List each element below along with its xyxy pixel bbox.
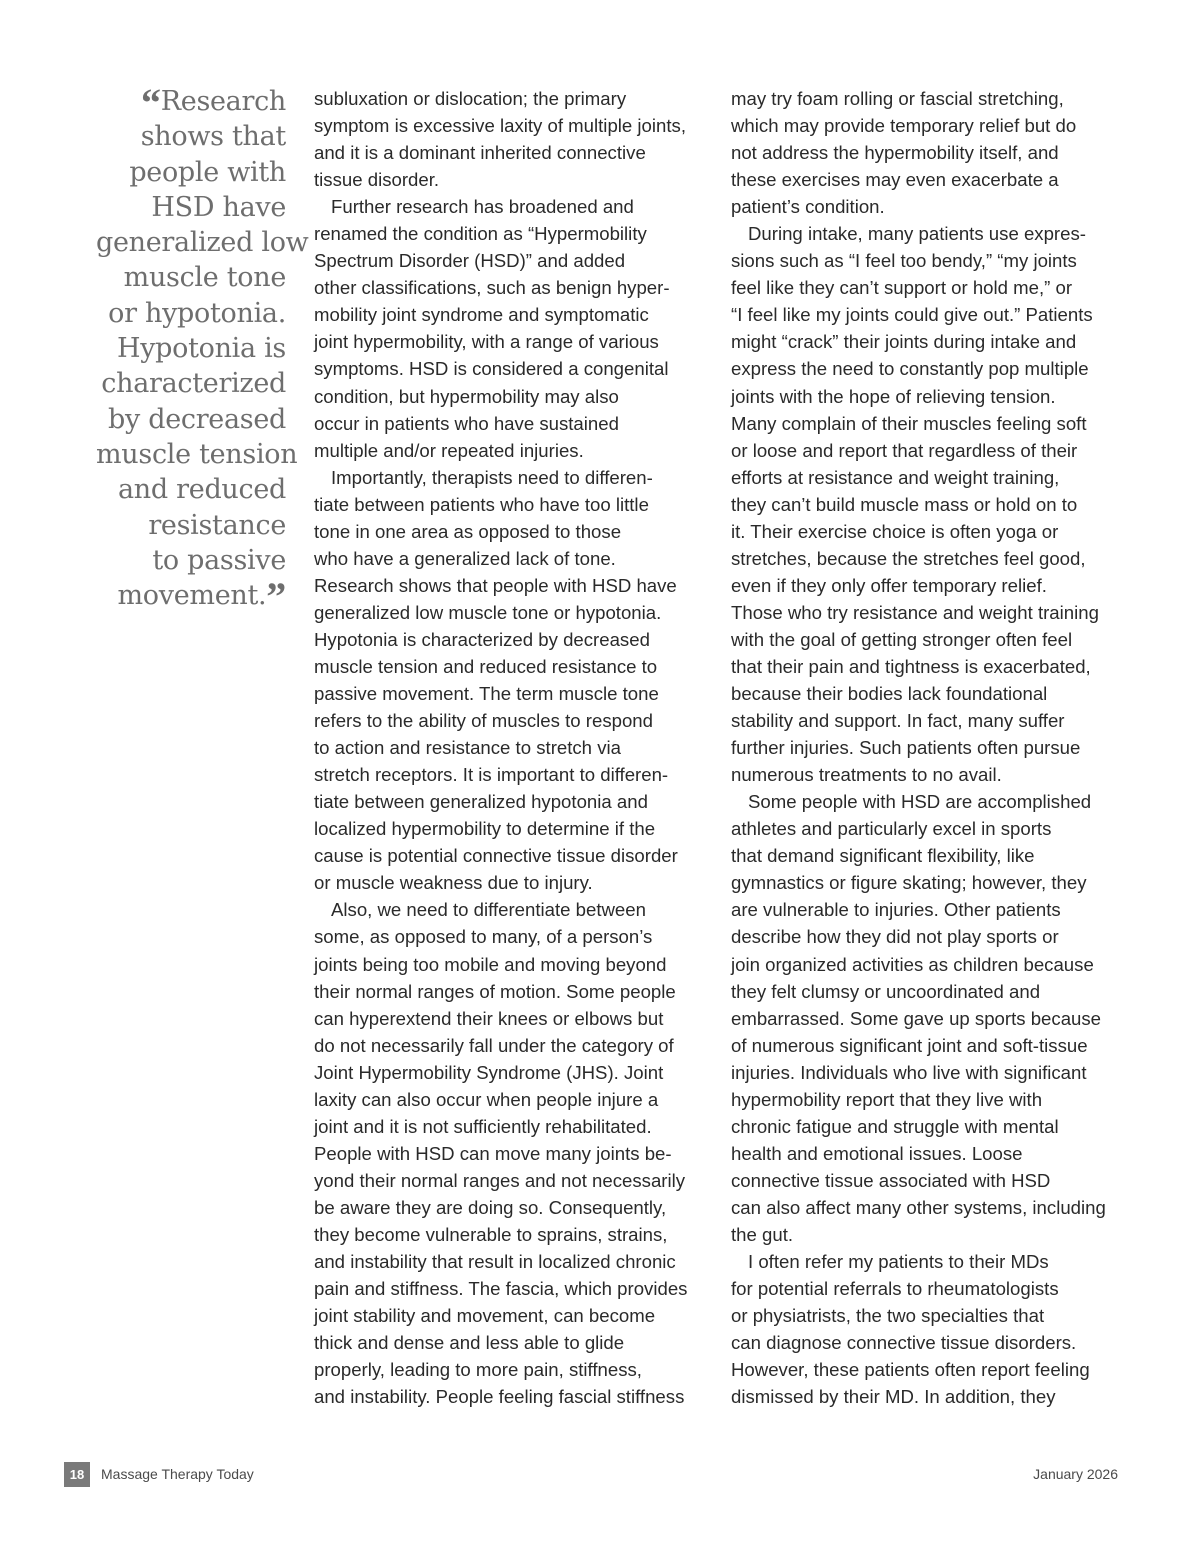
text-line: chronic fatigue and struggle with mental xyxy=(731,1115,1059,1137)
text-line: laxity can also occur when people injure a xyxy=(314,1088,659,1110)
text-line: and instability. People feeling fascial stiffness xyxy=(314,1386,685,1408)
text-line: the gut. xyxy=(731,1223,794,1245)
pull-quote-text: movement. xyxy=(117,580,267,612)
text-line: muscle tension and reduced resistance to xyxy=(314,655,658,677)
text-line: these exercises may even exacerbate a xyxy=(731,169,1059,191)
text-line: can hyperextend their knees or elbows but xyxy=(314,1007,664,1029)
text-line: of numerous significant joint and soft-tissue xyxy=(731,1034,1088,1056)
text-line: Also, we need to differentiate between xyxy=(331,899,646,921)
text-line: subluxation or dislocation; the primary xyxy=(314,88,627,109)
text-line: I often refer my patients to their MDs xyxy=(748,1251,1049,1273)
pull-quote-text: to passive xyxy=(152,544,286,576)
pull-quote-line xyxy=(96,508,286,543)
close-quote-mark: ” xyxy=(266,574,286,620)
text-line: describe how they did not play sports or xyxy=(731,926,1059,948)
text-line: Those who try resistance and weight training xyxy=(731,601,1099,623)
pull-quote-line xyxy=(96,296,286,331)
text-line: joints being too mobile and moving beyond xyxy=(314,953,667,975)
publication-name: Massage Therapy Today xyxy=(101,1466,254,1482)
pull-quote-text: people with xyxy=(129,156,286,188)
pull-quote-line xyxy=(96,155,286,190)
pull-quote-line xyxy=(96,402,286,437)
issue-date: January 2026 xyxy=(1033,1466,1118,1482)
text-line: injuries. Individuals who live with significant xyxy=(731,1061,1087,1083)
pull-quote-line xyxy=(96,119,286,154)
text-line: they felt clumsy or uncoordinated and xyxy=(731,980,1041,1002)
text-line: who have a generalized lack of tone. xyxy=(314,547,616,569)
text-line: joints with the hope of relieving tension. xyxy=(731,385,1056,407)
text-line: can also affect many other systems, including xyxy=(731,1196,1106,1218)
text-line: pain and stiffness. The fascia, which provides xyxy=(314,1278,688,1300)
text-line: which may provide temporary relief but do xyxy=(731,115,1077,137)
text-line: further injuries. Such patients often pursue xyxy=(731,737,1081,759)
pull-quote-line xyxy=(96,225,309,260)
text-line: for potential referrals to rheumatologists xyxy=(731,1278,1059,1300)
text-line: occur in patients who have sustained xyxy=(314,412,619,434)
text-line: stability and support. In fact, many suffer xyxy=(731,710,1065,732)
text-line: tiate between patients who have too little xyxy=(314,493,649,515)
text-line: their normal ranges of motion. Some people xyxy=(314,980,676,1002)
text-line: numerous treatments to no avail. xyxy=(731,764,1002,786)
text-line: or muscle weakness due to injury. xyxy=(314,872,593,894)
text-line: passive movement. The term muscle tone xyxy=(314,683,659,705)
text-line: connective tissue associated with HSD xyxy=(731,1169,1051,1191)
pull-quote-text: shows that xyxy=(140,121,286,153)
text-line: other classifications, such as benign hyper- xyxy=(314,277,670,299)
text-line: thick and dense and less able to glide xyxy=(314,1332,625,1354)
text-line: feel like they can’t support or hold me,” or xyxy=(731,277,1073,299)
text-line: or physiatrists, the two specialties that xyxy=(731,1305,1045,1327)
text-line: and instability that result in localized chronic xyxy=(314,1251,676,1273)
text-line: Spectrum Disorder (HSD)” and added xyxy=(314,250,626,272)
pull-quote-text: by decreased xyxy=(107,403,286,435)
text-line: patient’s condition. xyxy=(731,196,885,218)
text-line: condition, but hypermobility may also xyxy=(314,385,619,407)
pull-quote xyxy=(96,80,309,620)
pull-quote-line xyxy=(96,260,286,295)
text-line: localized hypermobility to determine if the xyxy=(314,818,656,840)
text-line: However, these patients often report feeling xyxy=(731,1359,1090,1381)
text-line: symptoms. HSD is considered a congenital xyxy=(314,358,669,380)
text-line: with the goal of getting stronger often feel xyxy=(731,628,1073,650)
text-line: because their bodies lack foundational xyxy=(731,683,1048,705)
page-number: 18 xyxy=(64,1462,90,1487)
text-line: hypermobility report that they live with xyxy=(731,1088,1043,1110)
text-line: yond their normal ranges and not necessarily xyxy=(314,1169,686,1191)
pull-quote-text: HSD have xyxy=(151,191,286,223)
text-line: be aware they are doing so. Consequently, xyxy=(314,1196,667,1218)
pull-quote-line xyxy=(96,80,286,125)
text-line: can diagnose connective tissue disorders. xyxy=(731,1332,1077,1354)
text-line: joint stability and movement, can become xyxy=(314,1305,656,1327)
text-line: it. Their exercise choice is often yoga or xyxy=(731,520,1059,542)
pull-quote-text: Research xyxy=(160,86,286,117)
text-line: generalized low muscle tone or hypotonia. xyxy=(314,601,662,623)
text-line: do not necessarily fall under the category of xyxy=(314,1034,674,1056)
text-line: efforts at resistance and weight training, xyxy=(731,466,1060,488)
text-line: Further research has broadened and xyxy=(331,196,634,218)
text-line: they can’t build muscle mass or hold on to xyxy=(731,493,1078,515)
pull-quote-text: muscle tone xyxy=(123,262,286,294)
text-line: Importantly, therapists need to differen- xyxy=(331,466,653,488)
pull-quote-line xyxy=(96,366,286,401)
text-line: and it is a dominant inherited connective xyxy=(314,142,646,164)
pull-quote-line xyxy=(96,437,298,472)
text-line: dismissed by their MD. In addition, they xyxy=(731,1386,1056,1408)
pull-quote-text: muscle tension xyxy=(96,438,298,470)
article-column-1 xyxy=(314,85,714,1410)
pull-quote-text: characterized xyxy=(101,368,286,400)
text-line: or loose and report that regardless of their xyxy=(731,439,1078,461)
text-line: they become vulnerable to sprains, strains, xyxy=(314,1223,668,1245)
text-line: properly, leading to more pain, stiffness, xyxy=(314,1359,642,1381)
article-column-2 xyxy=(731,85,1131,1410)
text-line: cause is potential connective tissue disorder xyxy=(314,845,678,867)
text-line: Some people with HSD are accomplished xyxy=(748,791,1092,813)
pull-quote-line xyxy=(96,543,286,578)
pull-quote-text: generalized low xyxy=(96,227,309,259)
text-line: to action and resistance to stretch via xyxy=(314,737,621,759)
text-line: not address the hypermobility itself, and xyxy=(731,142,1059,164)
pull-quote-text: resistance xyxy=(148,509,286,541)
page-footer xyxy=(64,1462,1118,1488)
text-line: “I feel like my joints could give out.” Patients xyxy=(731,304,1093,326)
text-line: joint hypermobility, with a range of various xyxy=(314,331,659,353)
pull-quote-text: or hypotonia. xyxy=(108,297,286,329)
text-line: that their pain and tightness is exacerbated, xyxy=(731,655,1091,677)
text-line: Hypotonia is characterized by decreased xyxy=(314,628,650,650)
text-line: gymnastics or figure skating; however, they xyxy=(731,872,1087,894)
text-line: health and emotional issues. Loose xyxy=(731,1142,1023,1164)
pull-quote-line xyxy=(96,574,286,620)
text-line: stretch receptors. It is important to differen- xyxy=(314,764,669,786)
text-line: join organized activities as children because xyxy=(731,953,1094,975)
text-line: tissue disorder. xyxy=(314,169,440,191)
text-line: embarrassed. Some gave up sports because xyxy=(731,1007,1102,1029)
pull-quote-line xyxy=(96,190,286,225)
text-line: are vulnerable to injuries. Other patients xyxy=(731,899,1061,921)
text-line: athletes and particularly excel in sports xyxy=(731,818,1052,840)
pull-quote-text: and reduced xyxy=(118,474,286,506)
text-line: Many complain of their muscles feeling soft xyxy=(731,412,1087,434)
text-line: tiate between generalized hypotonia and xyxy=(314,791,648,813)
text-line: might “crack” their joints during intake and xyxy=(731,331,1077,353)
text-line: even if they only offer temporary relief. xyxy=(731,574,1047,596)
text-line: renamed the condition as “Hypermobility xyxy=(314,223,647,245)
text-line: People with HSD can move many joints be- xyxy=(314,1142,672,1164)
text-line: During intake, many patients use expres- xyxy=(748,223,1086,245)
text-line: Joint Hypermobility Syndrome (JHS). Joint xyxy=(314,1061,664,1083)
text-line: some, as opposed to many, of a person’s xyxy=(314,926,653,948)
text-line: mobility joint syndrome and symptomatic xyxy=(314,304,649,326)
text-line: joint and it is not sufficiently rehabilitated. xyxy=(314,1115,652,1137)
pull-quote-line xyxy=(96,331,286,366)
text-line: refers to the ability of muscles to respond xyxy=(314,710,653,732)
open-quote-mark: “ xyxy=(141,80,161,125)
pull-quote-text: Hypotonia is xyxy=(116,333,286,365)
text-line: symptom is excessive laxity of multiple joints, xyxy=(314,115,686,137)
text-line: stretches, because the stretches feel good, xyxy=(731,547,1086,569)
text-line: Research shows that people with HSD have xyxy=(314,574,677,596)
text-line: sions such as “I feel too bendy,” “my joints xyxy=(731,250,1077,272)
text-line: express the need to constantly pop multiple xyxy=(731,358,1089,380)
pull-quote-line xyxy=(96,472,286,507)
text-line: tone in one area as opposed to those xyxy=(314,520,622,542)
text-line: multiple and/or repeated injuries. xyxy=(314,439,584,461)
text-line: that demand significant flexibility, like xyxy=(731,845,1035,867)
text-line: may try foam rolling or fascial stretching, xyxy=(731,88,1064,109)
